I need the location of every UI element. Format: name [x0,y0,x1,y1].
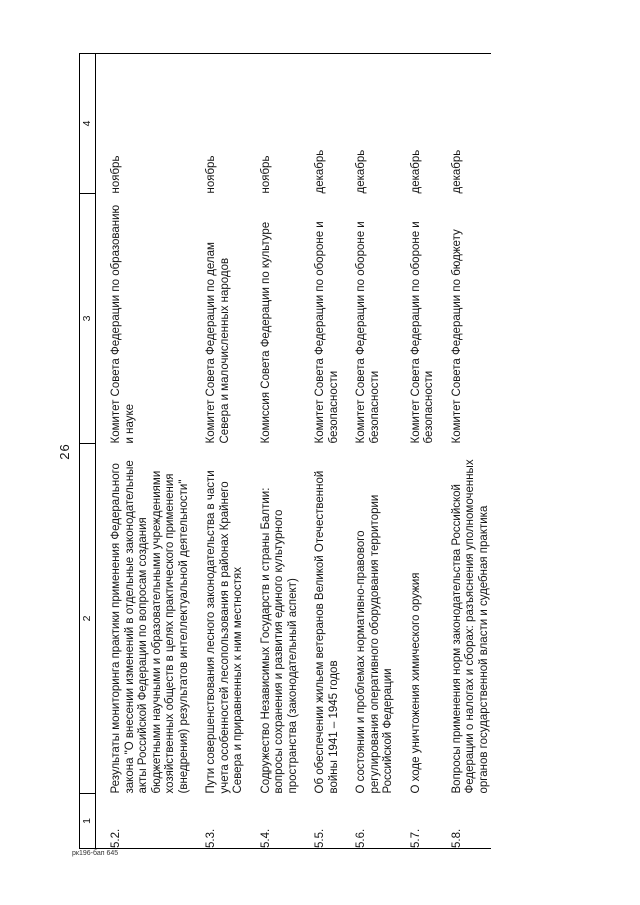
month-cell: декабрь [409,149,422,194]
month-cell: декабрь [314,149,326,194]
month-cell: декабрь [450,149,463,194]
topic-cell: Пути совершенствования лесного законодательства в части учета особенностей лесопользования в районах Крайнего Севера и приравненных к ним местностях [205,470,244,794]
table-row [96,54,192,849]
topic-cell: О ходе уничтожения химического оружия [409,572,422,794]
committee-cell: Комитет Совета Федерации по бюджету [450,229,463,444]
row-number-cell: 5.6. [355,828,367,848]
table-row [341,54,396,849]
column-header-4: 4 [80,54,96,194]
month-cell: декабрь [355,149,367,194]
table-row [396,54,437,849]
row-number-cell: 5.4. [259,828,272,848]
table-row [300,54,341,849]
month-cell: ноябрь [205,155,217,194]
row-number-cell: 5.2. [110,828,122,848]
row-number-cell: 5.5. [314,828,326,848]
page-number: 26 [57,443,72,460]
row-number-cell: 5.7. [409,828,422,848]
month-cell: ноябрь [259,155,272,194]
table-header-row [80,54,96,849]
committee-cell: Комиссия Совета Федерации по культуре [259,221,272,444]
plan-table [79,53,491,849]
table-row [437,54,492,849]
document-stamp: рк196-бап 645 [72,850,119,857]
table-row [246,54,301,849]
column-header-3: 3 [80,194,96,444]
topic-cell: Содружество Независимых Государств и страны Балтии: вопросы сохранения и развития единого культурного пространства (законодательный аспект) [259,487,299,794]
topic-cell: Вопросы применения норм законодательства Российской Федерации о налогах и сборах: разъяснения уполномоченных органов государственной власти и судебная практика [450,459,490,794]
committee-cell: Комитет Совета Федерации по обороне и безопасности [355,221,381,444]
topic-cell: О состоянии и проблемах нормативно-правового регулирования оперативного оборудования территории Российской Федерации [355,494,394,794]
rotated-landscape-content [57,54,562,849]
committee-cell: Комитет Совета Федерации по обороне и безопасности [314,221,340,444]
committee-cell: Комитет Совета Федерации по обороне и безопасности [409,221,435,444]
table-row [191,54,246,849]
committee-cell: Комитет Совета Федерации по делам Севера и малочисленных народов [205,242,231,444]
topic-cell: Результаты мониторинга практики применения Федерального закона "О внесении изменений в отдельные законодательные акты Российской Федерации по вопросам создания бюджетными научными и образовательными учреждениями хозяйственных обществ в целях практического применения (внедрения) результатов интеллектуальной деятельности" [110,460,190,794]
row-number-cell: 5.3. [205,828,217,848]
topic-cell: Об обеспечении жильем ветеранов Великой Отечественной войны 1941 – 1945 годов [314,470,340,794]
committee-cell: Комитет Совета Федерации по образованию и науке [110,204,136,444]
row-number-cell: 5.8. [450,828,463,848]
month-cell: ноябрь [110,155,122,194]
column-header-2: 2 [80,444,96,794]
column-header-1: 1 [80,794,96,849]
